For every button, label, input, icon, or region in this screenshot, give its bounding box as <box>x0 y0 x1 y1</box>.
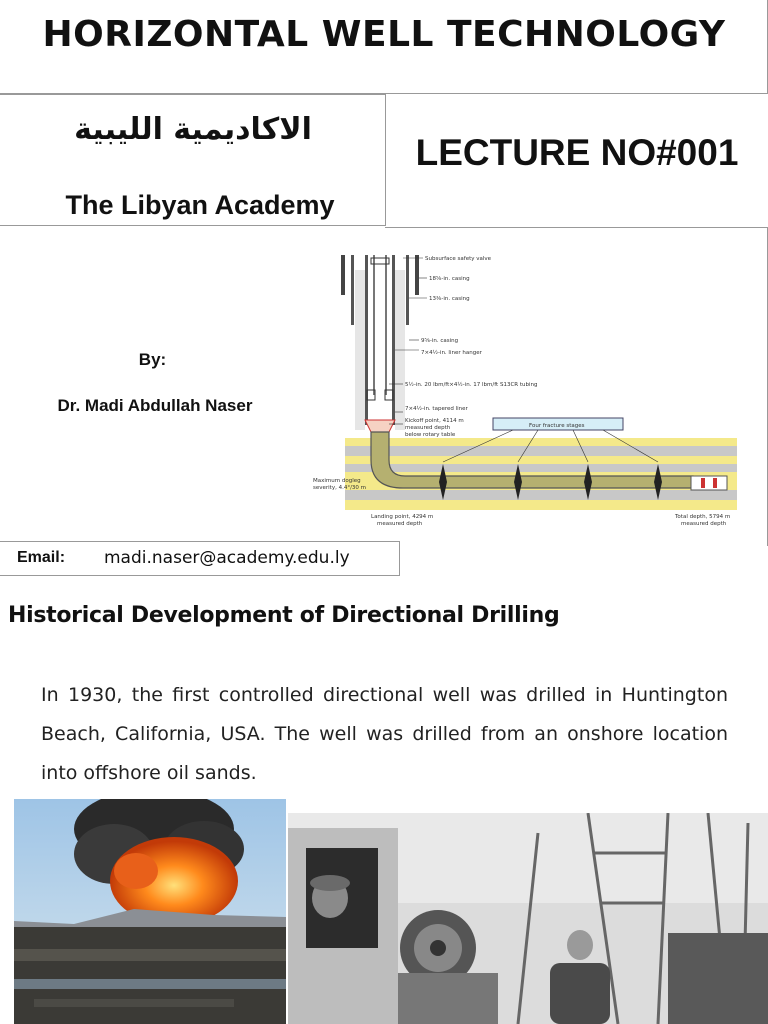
liner-taper <box>365 420 395 432</box>
worker-head <box>567 930 593 960</box>
label-dogleg1: Maximum dogleg <box>313 478 361 484</box>
casing-mid-left <box>351 255 354 325</box>
by-label: By: <box>138 350 167 369</box>
email-label: Email: <box>17 549 66 566</box>
label-kickoff3: below rotary table <box>405 432 456 438</box>
academy-arabic-name: الاكاديمية الليبية <box>74 112 312 147</box>
well-schematic-diagram <box>303 250 743 535</box>
label-kickoff1: Kickoff point, 4114 m <box>405 418 464 424</box>
oil-well-fire-photo <box>14 799 286 1024</box>
lateral-toe <box>691 476 727 490</box>
toe-plug-2 <box>713 478 717 488</box>
casing-mid-right <box>406 255 409 325</box>
worker-body <box>550 963 610 1024</box>
label-total1: Total depth, 5794 m <box>675 514 731 520</box>
tubing-right <box>385 255 387 395</box>
tubing-left <box>373 255 375 395</box>
label-total2: measured depth <box>681 521 727 527</box>
academy-name: The Libyan Academy <box>65 190 335 220</box>
label-casing1: 18⅝-in. casing <box>429 276 470 282</box>
casing-outer-right <box>415 255 419 295</box>
shale-band-mid <box>345 464 737 472</box>
label-landing2: measured depth <box>377 521 423 527</box>
label-valve: Subsurface safety valve <box>425 256 492 262</box>
ground <box>14 927 286 1024</box>
lecture-number: LECTURE NO#001 <box>415 132 739 173</box>
shale-band-low <box>345 490 737 500</box>
section-heading: Historical Development of Directional Drilling <box>8 603 560 628</box>
label-hanger: 7×4½-in. liner hanger <box>421 350 482 356</box>
shale-band-top <box>345 446 737 456</box>
label-landing1: Landing point, 4294 m <box>371 514 434 520</box>
casing-outer-left <box>341 255 345 295</box>
email-address: madi.naser@academy.edu.ly <box>104 548 350 568</box>
cement-left <box>355 270 365 430</box>
toe-plug-1 <box>701 478 705 488</box>
section-paragraph: In 1930, the first controlled directional well was drilled in Huntington Beach, California, USA. The well was drilled from an onshore location into offshore oil sands. <box>41 684 728 784</box>
label-tubing: 5½-in. 20 lbm/ft×4½-in. 17 lbm/ft S13CR tubing <box>405 382 538 388</box>
label-casing2: 13⅜-in. casing <box>429 296 470 302</box>
historic-drilling-photo <box>288 813 768 1024</box>
label-dogleg2: severity, 4.4°/30 m <box>313 485 367 491</box>
title-box <box>0 0 768 94</box>
author-name: Dr. Madi Abdullah Naser <box>57 396 253 415</box>
label-fracture: Four fracture stages <box>529 423 585 429</box>
building <box>668 933 768 1024</box>
label-casing3: 9⅝-in. casing <box>421 338 459 344</box>
label-kickoff2: measured depth <box>405 425 451 431</box>
label-liner: 7×4½-in. tapered liner <box>405 406 468 412</box>
document-title: HORIZONTAL WELL TECHNOLOGY <box>42 14 726 55</box>
